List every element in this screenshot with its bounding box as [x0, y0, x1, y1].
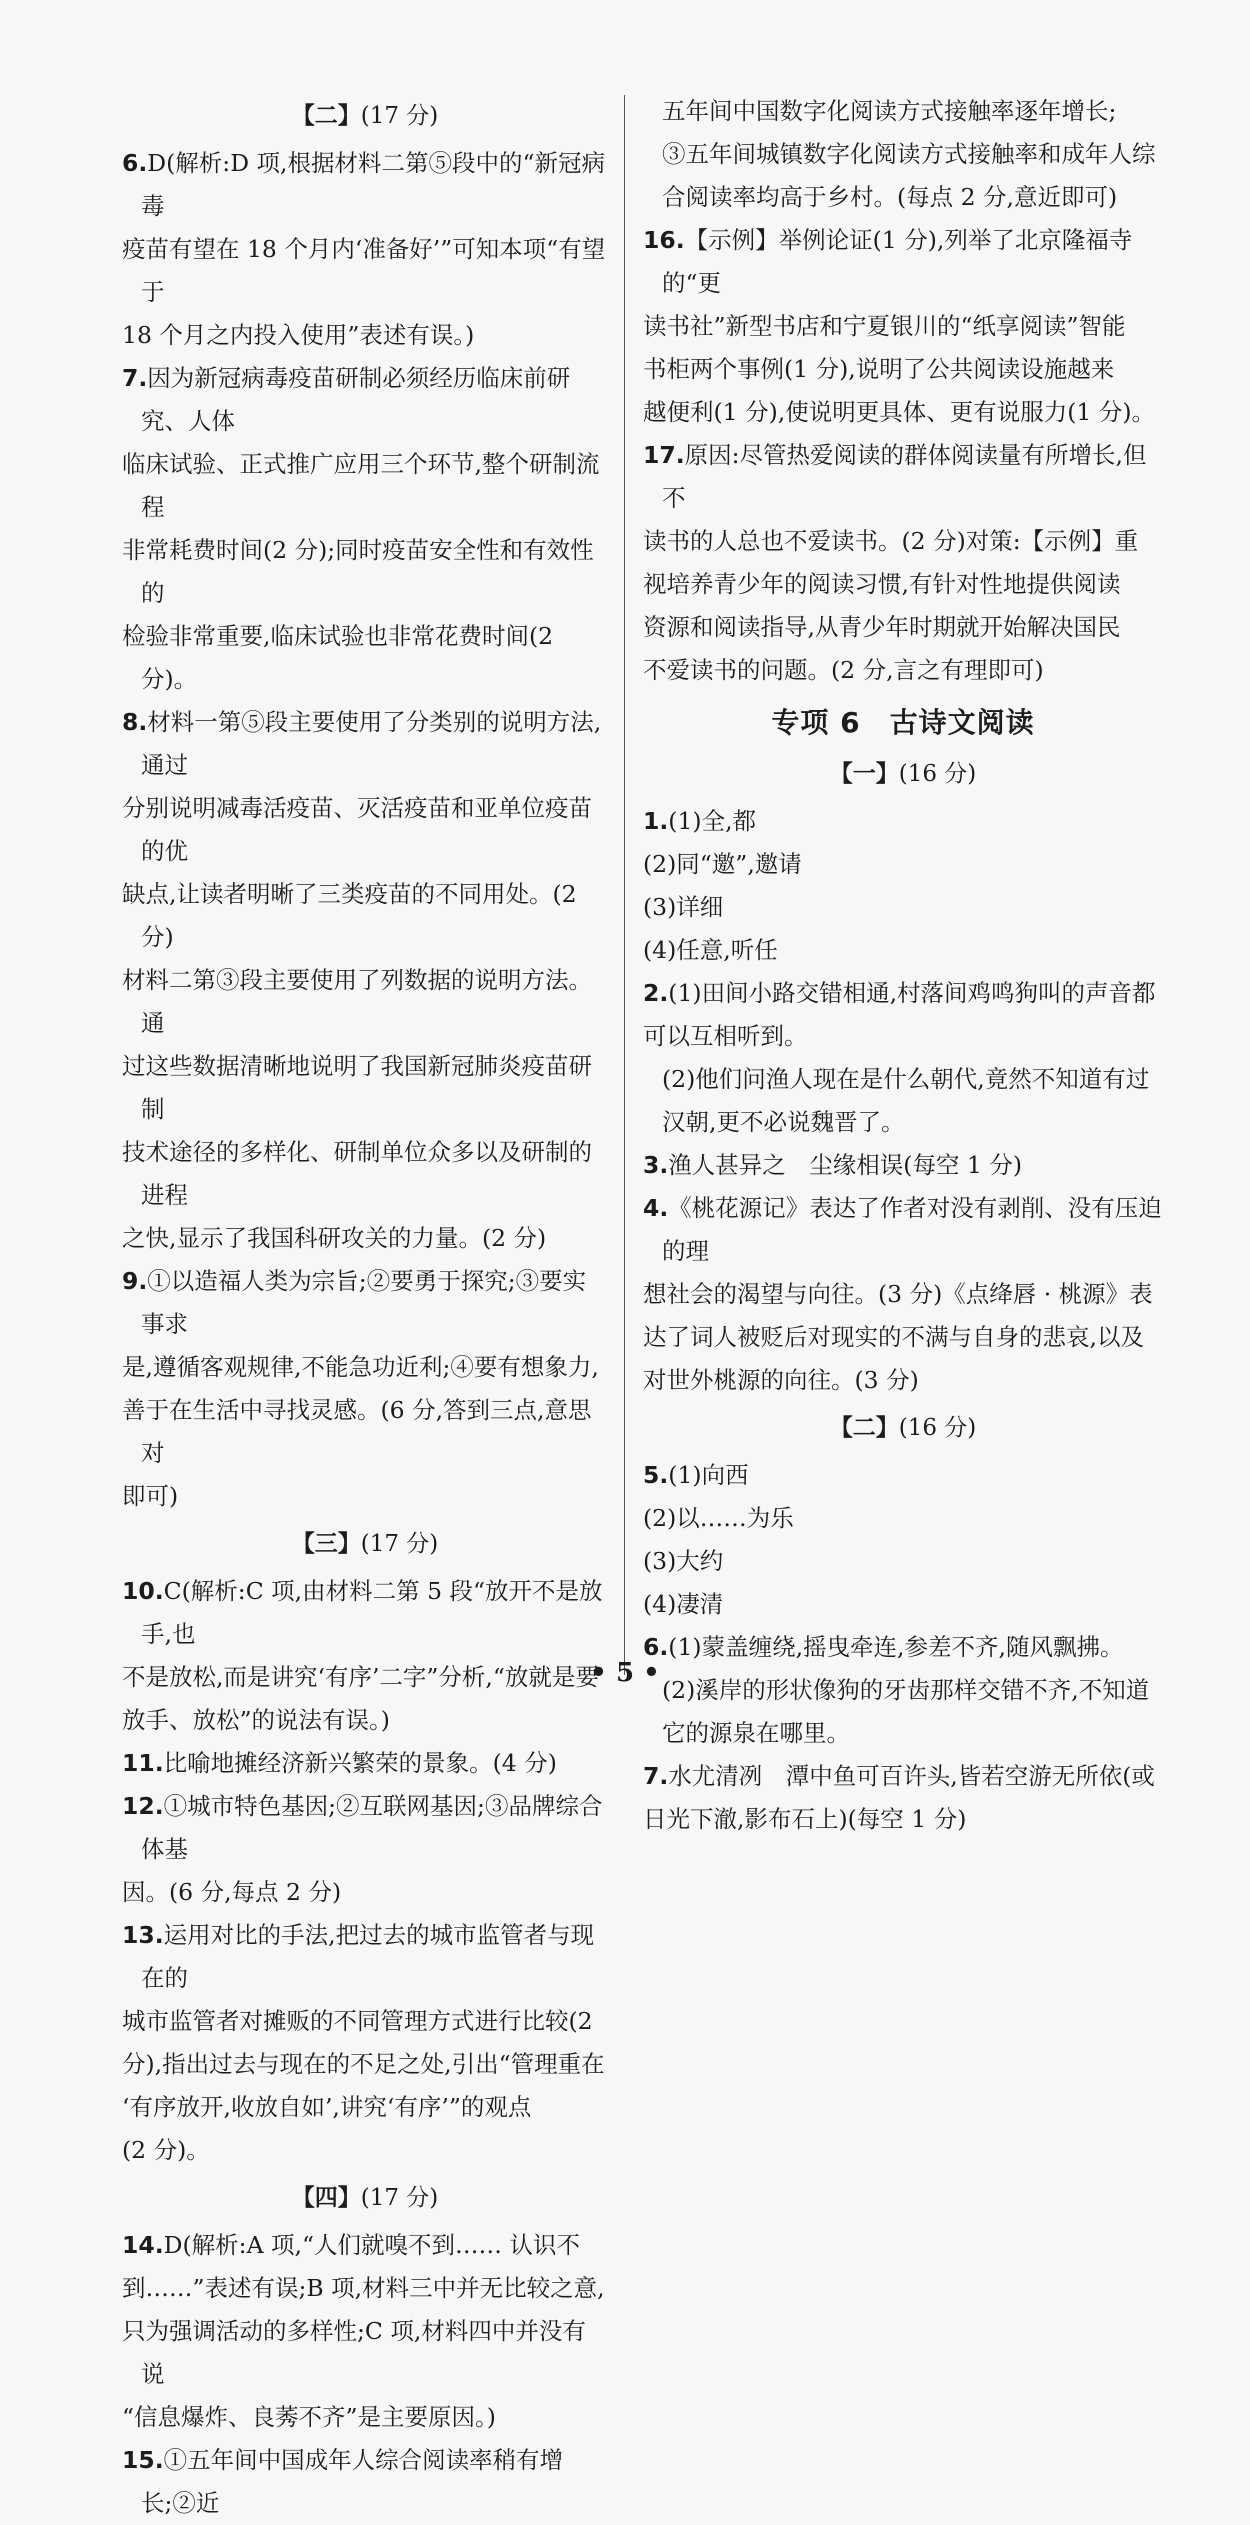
section-score: (17 分) — [360, 1531, 439, 1557]
answer-line: ①以造福人类为宗旨;②要勇于探究;③要实事求 — [141, 1267, 587, 1338]
section-bracket: 【三】 — [291, 1530, 361, 1557]
answer-line: 城市监管者对摊贩的不同管理方式进行比较(2 — [122, 2007, 593, 2035]
question-number: 7. — [643, 1762, 669, 1790]
section-score-header — [643, 752, 1163, 796]
section-score-header — [643, 1406, 1163, 1450]
answer-line: D(解析:D 项,根据材料二第⑤段中的“新冠病毒 — [141, 149, 606, 220]
left-column — [122, 90, 608, 2525]
answer-line: 检验非常重要,临床试验也非常花费时间(2 分)。 — [122, 622, 554, 693]
answer-line: 即可) — [122, 1482, 179, 1510]
answer-line: 分),指出过去与现在的不足之处,引出“管理重在 — [122, 2050, 605, 2078]
section-bracket: 【一】 — [829, 760, 899, 787]
answer-item — [122, 357, 608, 701]
answer-item — [122, 2224, 608, 2439]
question-number: 14. — [122, 2231, 164, 2259]
question-number: 4. — [643, 1194, 669, 1222]
answer-line: 非常耗费时间(2 分);同时疫苗安全性和有效性的 — [122, 536, 594, 607]
answer-item — [643, 1755, 1163, 1841]
question-number: 11. — [122, 1749, 164, 1777]
sub-answer: (1)向西 — [668, 1461, 749, 1489]
question-number: 17. — [643, 441, 685, 469]
answer-line: 因。(6 分,每点 2 分) — [122, 1878, 342, 1906]
answer-line: ①城市特色基因;②互联网基因;③品牌综合体基 — [141, 1792, 603, 1863]
answer-line: 18 个月之内投入使用”表述有误。) — [122, 321, 475, 349]
answer-line: 读书的人总也不爱读书。(2 分)对策:【示例】重 — [643, 527, 1139, 555]
answer-line: (1)田间小路交错相通,村落间鸡鸣狗叫的声音都 — [668, 979, 1156, 1007]
answer-line: 原因:尽管热爱阅读的群体阅读量有所增长,但不 — [662, 441, 1147, 512]
question-number: 15. — [122, 2446, 164, 2474]
answer-item — [122, 1914, 608, 2172]
answer-item — [122, 1785, 608, 1914]
answer-line: 它的源泉在哪里。 — [662, 1719, 850, 1747]
sub-answer: (3)详细 — [643, 893, 724, 921]
answer-line: 不爱读书的问题。(2 分,言之有理即可) — [643, 656, 1044, 684]
question-number: 3. — [643, 1151, 669, 1179]
column-divider — [624, 95, 625, 1675]
answer-line: 渔人甚异之 尘缘相误(每空 1 分) — [668, 1151, 1023, 1179]
answer-item — [122, 1742, 608, 1785]
answer-line: 达了词人被贬后对现实的不满与自身的悲哀,以及 — [643, 1323, 1144, 1351]
answer-line: 临床试验、正式推广应用三个环节,整个研制流程 — [122, 450, 600, 521]
answer-line: (1)蒙盖缠绕,摇曳牵连,参差不齐,随风飘拂。 — [668, 1633, 1124, 1661]
answer-line: 放手、放松”的说法有误。) — [122, 1706, 390, 1734]
sub-answer: (2)以……为乐 — [643, 1504, 794, 1532]
answer-line: 读书社”新型书店和宁夏银川的“纸享阅读”智能 — [643, 312, 1126, 340]
section-title: 专项 6 古诗文阅读 — [771, 706, 1035, 739]
answer-line: ①五年间中国成年人综合阅读率稍有增长;②近 — [141, 2446, 564, 2517]
question-number: 5. — [643, 1461, 669, 1489]
answer-item — [643, 1144, 1163, 1187]
sub-answer: (4)任意,听任 — [643, 936, 778, 964]
section-score: (17 分) — [360, 103, 439, 129]
section-score: (17 分) — [360, 2185, 439, 2211]
section-score-header — [122, 1522, 608, 1566]
sub-answer: (3)大约 — [643, 1547, 724, 1575]
section-score: (16 分) — [898, 1415, 977, 1441]
answer-item — [643, 1626, 1163, 1755]
answer-line: 《桃花源记》表达了作者对没有剥削、没有压迫的理 — [662, 1194, 1162, 1265]
answer-line: (2)溪岸的形状像狗的牙齿那样交错不齐,不知道 — [662, 1676, 1150, 1704]
answer-line: 材料二第③段主要使用了列数据的说明方法。通 — [122, 966, 592, 1037]
answer-item — [643, 219, 1163, 434]
answer-line: 可以互相听到。 — [643, 1022, 808, 1050]
answer-line: 越便利(1 分),使说明更具体、更有说服力(1 分)。 — [643, 398, 1155, 426]
question-number: 8. — [122, 708, 148, 736]
answer-line: 水尤清冽 潭中鱼可百许头,皆若空游无所依(或 — [668, 1762, 1155, 1790]
answer-line: 五年间中国数字化阅读方式接触率逐年增长; — [662, 97, 1117, 125]
answer-line: 因为新冠病毒疫苗研制必须经历临床前研究、人体 — [141, 364, 571, 435]
answer-line: 过这些数据清晰地说明了我国新冠肺炎疫苗研制 — [122, 1052, 592, 1123]
question-number: 6. — [643, 1633, 669, 1661]
answer-line: 合阅读率均高于乡村。(每点 2 分,意近即可) — [662, 183, 1118, 211]
answer-item — [643, 972, 1163, 1144]
answer-item — [643, 434, 1163, 692]
section-score-header — [122, 2176, 608, 2220]
answer-line: 资源和阅读指导,从青少年时期就开始解决国民 — [643, 613, 1121, 641]
answer-line: 【示例】举例论证(1 分),列举了北京隆福寺的“更 — [662, 226, 1133, 297]
answer-line: 不是放松,而是讲究‘有序’二字”分析,“放就是要 — [122, 1663, 599, 1691]
answer-line: 想社会的渴望与向往。(3 分)《点绛唇 · 桃源》表 — [643, 1280, 1153, 1308]
answer-line: 之快,显示了我国科研攻关的力量。(2 分) — [122, 1224, 547, 1252]
section-bracket: 【四】 — [291, 2184, 361, 2211]
answer-line: (2 分)。 — [122, 2136, 210, 2164]
question-number: 7. — [122, 364, 148, 392]
answer-item — [122, 1260, 608, 1518]
answer-line: C(解析:C 项,由材料二第 5 段“放开不是放手,也 — [141, 1577, 603, 1648]
sub-answer: (4)凄清 — [643, 1590, 724, 1618]
question-number: 16. — [643, 226, 685, 254]
answer-line: 是,遵循客观规律,不能急功近利;④要有想象力, — [122, 1353, 599, 1381]
section-score: (16 分) — [898, 761, 977, 787]
question-number: 9. — [122, 1267, 148, 1295]
answer-item — [122, 701, 608, 1260]
answer-item — [643, 800, 1163, 972]
answer-item — [643, 1187, 1163, 1402]
question-number: 10. — [122, 1577, 164, 1605]
question-number: 6. — [122, 149, 148, 177]
question-number: 1. — [643, 807, 669, 835]
answer-item — [643, 90, 1163, 219]
answer-line: 运用对比的手法,把过去的城市监管者与现在的 — [141, 1921, 595, 1992]
sub-answer: (2)同“邀”,邀请 — [643, 850, 802, 878]
answer-line: 汉朝,更不必说魏晋了。 — [662, 1108, 905, 1136]
question-number: 12. — [122, 1792, 164, 1820]
page-number: • 5 • — [590, 1658, 660, 1688]
answer-line: 材料一第⑤段主要使用了分类别的说明方法,通过 — [141, 708, 602, 779]
answer-line: 比喻地摊经济新兴繁荣的景象。(4 分) — [163, 1749, 557, 1777]
answer-item — [122, 1570, 608, 1742]
question-number: 13. — [122, 1921, 164, 1949]
answer-item — [643, 1454, 1163, 1626]
answer-line: “信息爆炸、良莠不齐”是主要原因。) — [122, 2403, 496, 2431]
answer-continuation — [643, 1058, 1163, 1144]
answer-line: 对世外桃源的向往。(3 分) — [643, 1366, 919, 1394]
answer-item — [122, 2439, 608, 2525]
answer-line: 只为强调活动的多样性;C 项,材料四中并没有说 — [122, 2317, 586, 2388]
sub-answer: (1)全,都 — [668, 807, 757, 835]
answer-line: 书柜两个事例(1 分),说明了公共阅读设施越来 — [643, 355, 1115, 383]
answer-line: ‘有序放开,收放自如’,讲究‘有序’”的观点 — [122, 2093, 532, 2121]
answer-line: D(解析:A 项,“人们就嗅不到…… 认识不 — [163, 2231, 580, 2259]
answer-line: 视培养青少年的阅读习惯,有针对性地提供阅读 — [643, 570, 1121, 598]
answer-line: 分别说明减毒活疫苗、灭活疫苗和亚单位疫苗的优 — [122, 794, 592, 865]
answer-line: 日光下澈,影布石上)(每空 1 分) — [643, 1805, 967, 1833]
answer-line: 技术途径的多样化、研制单位众多以及研制的进程 — [122, 1138, 592, 1209]
answer-line: 疫苗有望在 18 个月内‘准备好’”可知本项“有望于 — [122, 235, 606, 306]
answer-line: (2)他们问渔人现在是什么朝代,竟然不知道有过 — [662, 1065, 1150, 1093]
answer-line: 缺点,让读者明晰了三类疫苗的不同用处。(2 分) — [122, 880, 577, 951]
question-number: 2. — [643, 979, 669, 1007]
answer-line: ③五年间城镇数字化阅读方式接触率和成年人综 — [662, 140, 1156, 168]
section-bracket: 【二】 — [829, 1414, 899, 1441]
section-score-header — [122, 94, 608, 138]
answer-line: 到……”表述有误;B 项,材料三中并无比较之意, — [122, 2274, 605, 2302]
answer-item — [122, 142, 608, 357]
right-column — [643, 90, 1163, 1841]
section-bracket: 【二】 — [291, 102, 361, 129]
answer-line: 善于在生活中寻找灵感。(6 分,答到三点,意思对 — [122, 1396, 592, 1467]
